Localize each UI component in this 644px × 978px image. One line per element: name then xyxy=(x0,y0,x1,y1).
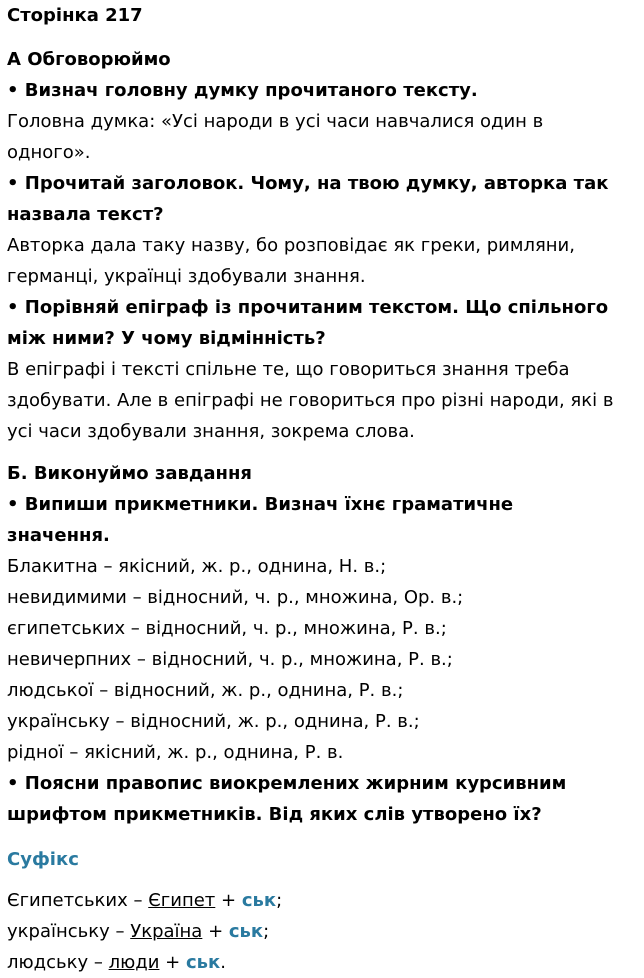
adjective-line: рідної – якісний, ж. р., однина, Р. в. xyxy=(7,742,344,763)
suffix-dash: – xyxy=(127,890,149,911)
suffix-morpheme: ськ xyxy=(241,890,277,911)
question-spelling-line-2: шрифтом прикметників. Від яких слів утворено їх? xyxy=(7,804,542,825)
suffix-row xyxy=(7,885,621,916)
answer-main-idea-line-2: одного». xyxy=(7,142,91,163)
suffix-morpheme: ськ xyxy=(185,952,221,973)
suffix-morpheme: ськ xyxy=(228,921,264,942)
suffix-root: Україна xyxy=(130,921,203,942)
adjective-line: невидимими – відносний, ч. р., множина, Ор. в.; xyxy=(7,587,464,608)
suffix-word: людську xyxy=(7,952,89,973)
adjective-line: українську – відносний, ж. р., однина, Р. в.; xyxy=(7,711,420,732)
question-title-line-1: • Прочитай заголовок. Чому, на твою думку, авторка так xyxy=(7,173,609,194)
suffix-dash: – xyxy=(109,921,131,942)
answer-title-line-2: германці, українці здобували знання. xyxy=(7,266,366,287)
suffix-row xyxy=(7,947,621,978)
answer-epigraph-line-1: В епіграфі і тексті спільне те, що говориться знання треба xyxy=(7,359,570,380)
suffix-root: люди xyxy=(108,952,160,973)
answer-title-line-1: Авторка дала таку назву, бо розповідає як греки, римляни, xyxy=(7,235,575,256)
suffix-plus: + xyxy=(159,952,186,973)
answer-epigraph-line-2: здобувати. Але в епіграфі не говориться про різні народи, які в xyxy=(7,390,614,411)
suffix-word: Єгипетських xyxy=(7,890,128,911)
section-a-title: А Обговорюймо xyxy=(7,49,171,70)
suffix-end: ; xyxy=(276,890,283,911)
adjective-line: невичерпних – відносний, ч. р., множина, Р. в.; xyxy=(7,649,453,670)
suffix-dash: – xyxy=(88,952,109,973)
answer-main-idea-line-1: Головна думка: «Усі народи в усі часи навчалися один в xyxy=(7,111,544,132)
question-spelling-line-1: • Поясни правопис виокремлених жирним курсивним xyxy=(7,773,567,794)
suffix-heading: Суфікс xyxy=(7,849,79,870)
question-main-idea: • Визнач головну думку прочитаного тексту. xyxy=(7,80,478,101)
suffix-end: . xyxy=(220,952,226,973)
suffix-plus: + xyxy=(215,890,242,911)
suffix-word: українську xyxy=(7,921,110,942)
answer-epigraph-line-3: усі часи здобували знання, зокрема слова. xyxy=(7,421,415,442)
suffix-end: ; xyxy=(263,921,270,942)
adjective-line: єгипетських – відносний, ч. р., множина, Р. в.; xyxy=(7,618,447,639)
question-epigraph-line-1: • Порівняй епіграф із прочитаним текстом. Що спільного xyxy=(7,297,609,318)
adjective-line: людської – відносний, ж. р., однина, Р. в.; xyxy=(7,680,404,701)
suffix-row xyxy=(7,916,621,947)
question-epigraph-line-2: між ними? У чому відмінність? xyxy=(7,328,326,349)
page-title: Сторінка 217 xyxy=(7,5,143,26)
question-title-line-2: назвала текст? xyxy=(7,204,164,225)
suffix-root: Єгипет xyxy=(148,890,216,911)
question-adjectives: • Випиши прикметники. Визнач їхнє граматичне значення. xyxy=(7,494,514,546)
adjective-line: Блакитна – якісний, ж. р., однина, Н. в.; xyxy=(7,556,387,577)
section-b-title: Б. Виконуймо завдання xyxy=(7,463,252,484)
suffix-plus: + xyxy=(202,921,229,942)
